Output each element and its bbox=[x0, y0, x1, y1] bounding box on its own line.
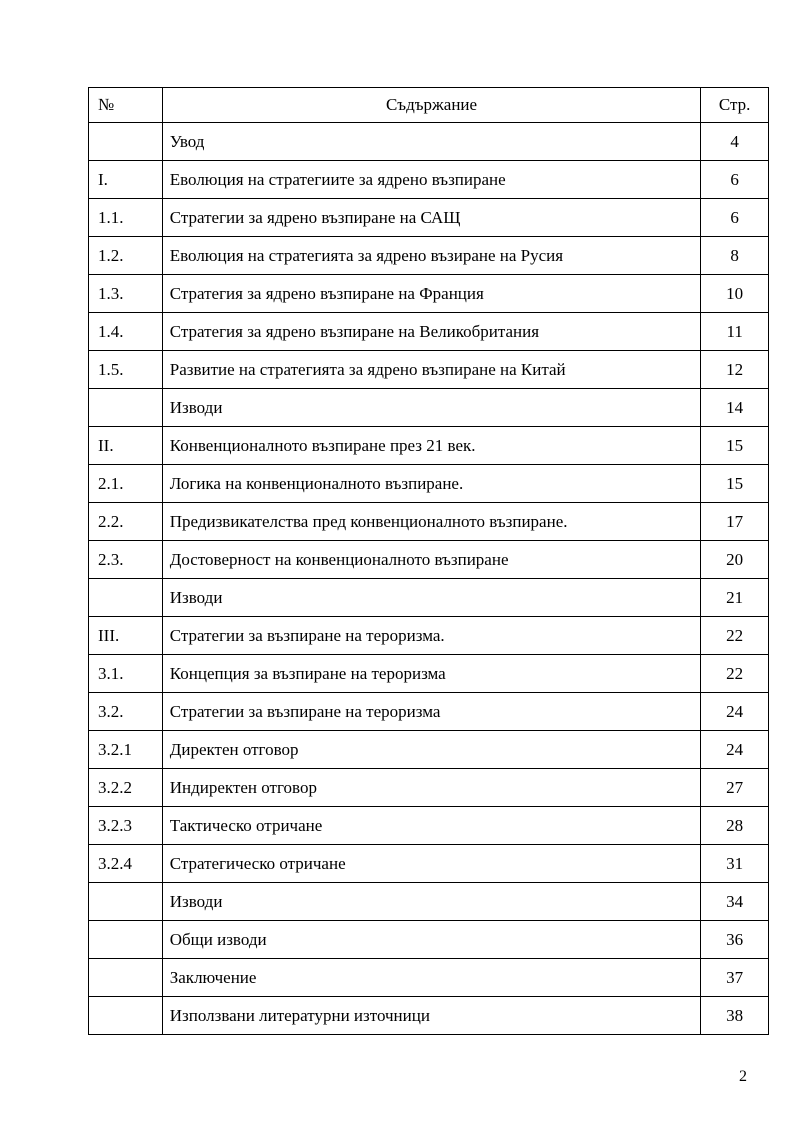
section-page: 15 bbox=[701, 465, 769, 503]
section-page: 6 bbox=[701, 199, 769, 237]
section-number: I. bbox=[89, 161, 163, 199]
table-row bbox=[89, 655, 769, 693]
section-page: 36 bbox=[701, 921, 769, 959]
section-page: 24 bbox=[701, 731, 769, 769]
section-page: 4 bbox=[701, 123, 769, 161]
table-row bbox=[89, 921, 769, 959]
section-title: Тактическо отричане bbox=[162, 807, 701, 845]
section-title: Индиректен отговор bbox=[162, 769, 701, 807]
section-title: Изводи bbox=[162, 389, 701, 427]
section-title: Стратегии за възпиране на тероризма. bbox=[162, 617, 701, 655]
section-title: Изводи bbox=[162, 579, 701, 617]
section-number bbox=[89, 123, 163, 161]
section-page: 22 bbox=[701, 655, 769, 693]
section-title: Еволюция на стратегиите за ядрено възпиране bbox=[162, 161, 701, 199]
section-page: 22 bbox=[701, 617, 769, 655]
section-number: 1.4. bbox=[89, 313, 163, 351]
section-title: Логика на конвенционалното възпиране. bbox=[162, 465, 701, 503]
table-row bbox=[89, 199, 769, 237]
header-row bbox=[89, 88, 769, 123]
table-row bbox=[89, 579, 769, 617]
section-page: 10 bbox=[701, 275, 769, 313]
section-page: 31 bbox=[701, 845, 769, 883]
section-number: 3.2. bbox=[89, 693, 163, 731]
section-number bbox=[89, 921, 163, 959]
section-number bbox=[89, 389, 163, 427]
section-number bbox=[89, 883, 163, 921]
section-number: 3.2.4 bbox=[89, 845, 163, 883]
table-row bbox=[89, 161, 769, 199]
section-number bbox=[89, 959, 163, 997]
section-page: 38 bbox=[701, 997, 769, 1035]
section-title: Използвани литературни източници bbox=[162, 997, 701, 1035]
table-of-contents bbox=[88, 87, 769, 1035]
section-number: 3.2.1 bbox=[89, 731, 163, 769]
section-number: 1.2. bbox=[89, 237, 163, 275]
section-title: Заключение bbox=[162, 959, 701, 997]
table-row bbox=[89, 313, 769, 351]
table-row bbox=[89, 693, 769, 731]
section-title: Стратегии за възпиране на тероризма bbox=[162, 693, 701, 731]
header-page: Стр. bbox=[701, 88, 769, 123]
header-content: Съдържание bbox=[162, 88, 701, 123]
table-row bbox=[89, 959, 769, 997]
table-row bbox=[89, 883, 769, 921]
section-page: 24 bbox=[701, 693, 769, 731]
section-page: 6 bbox=[701, 161, 769, 199]
section-page: 21 bbox=[701, 579, 769, 617]
header-number: № bbox=[89, 88, 163, 123]
section-title: Стратегии за ядрено възпиране на САЩ bbox=[162, 199, 701, 237]
section-title: Стратегия за ядрено възпиране на Великобритания bbox=[162, 313, 701, 351]
section-title: Стратегическо отричане bbox=[162, 845, 701, 883]
table-row bbox=[89, 997, 769, 1035]
section-number: III. bbox=[89, 617, 163, 655]
section-title: Стратегия за ядрено възпиране на Франция bbox=[162, 275, 701, 313]
section-page: 20 bbox=[701, 541, 769, 579]
section-number: 1.5. bbox=[89, 351, 163, 389]
section-number: 3.2.3 bbox=[89, 807, 163, 845]
section-title: Достоверност на конвенционалното възпиране bbox=[162, 541, 701, 579]
section-number: 1.1. bbox=[89, 199, 163, 237]
table-row bbox=[89, 427, 769, 465]
section-page: 8 bbox=[701, 237, 769, 275]
section-page: 37 bbox=[701, 959, 769, 997]
section-title: Общи изводи bbox=[162, 921, 701, 959]
section-number bbox=[89, 997, 163, 1035]
table-row bbox=[89, 503, 769, 541]
table-row bbox=[89, 237, 769, 275]
section-number: 1.3. bbox=[89, 275, 163, 313]
section-title: Предизвикателства пред конвенционалното възпиране. bbox=[162, 503, 701, 541]
section-number: 2.1. bbox=[89, 465, 163, 503]
section-number: 3.1. bbox=[89, 655, 163, 693]
section-title: Концепция за възпиране на тероризма bbox=[162, 655, 701, 693]
section-page: 34 bbox=[701, 883, 769, 921]
table-row bbox=[89, 769, 769, 807]
section-number: 3.2.2 bbox=[89, 769, 163, 807]
section-number bbox=[89, 579, 163, 617]
page-number: 2 bbox=[739, 1068, 747, 1085]
section-title: Увод bbox=[162, 123, 701, 161]
section-page: 27 bbox=[701, 769, 769, 807]
table-row bbox=[89, 541, 769, 579]
section-page: 12 bbox=[701, 351, 769, 389]
table-row bbox=[89, 275, 769, 313]
section-title: Развитие на стратегията за ядрено възпиране на Китай bbox=[162, 351, 701, 389]
section-page: 17 bbox=[701, 503, 769, 541]
table-row bbox=[89, 389, 769, 427]
section-page: 15 bbox=[701, 427, 769, 465]
section-title: Директен отговор bbox=[162, 731, 701, 769]
section-title: Еволюция на стратегията за ядрено възиране на Русия bbox=[162, 237, 701, 275]
section-title: Конвенционалното възпиране през 21 век. bbox=[162, 427, 701, 465]
section-page: 11 bbox=[701, 313, 769, 351]
table-row bbox=[89, 123, 769, 161]
section-page: 14 bbox=[701, 389, 769, 427]
table-row bbox=[89, 845, 769, 883]
section-title: Изводи bbox=[162, 883, 701, 921]
toc-body bbox=[89, 123, 769, 1035]
section-page: 28 bbox=[701, 807, 769, 845]
section-number: 2.2. bbox=[89, 503, 163, 541]
table-row bbox=[89, 465, 769, 503]
table-row bbox=[89, 731, 769, 769]
section-number: 2.3. bbox=[89, 541, 163, 579]
table-row bbox=[89, 807, 769, 845]
table-row bbox=[89, 351, 769, 389]
table-row bbox=[89, 617, 769, 655]
section-number: II. bbox=[89, 427, 163, 465]
